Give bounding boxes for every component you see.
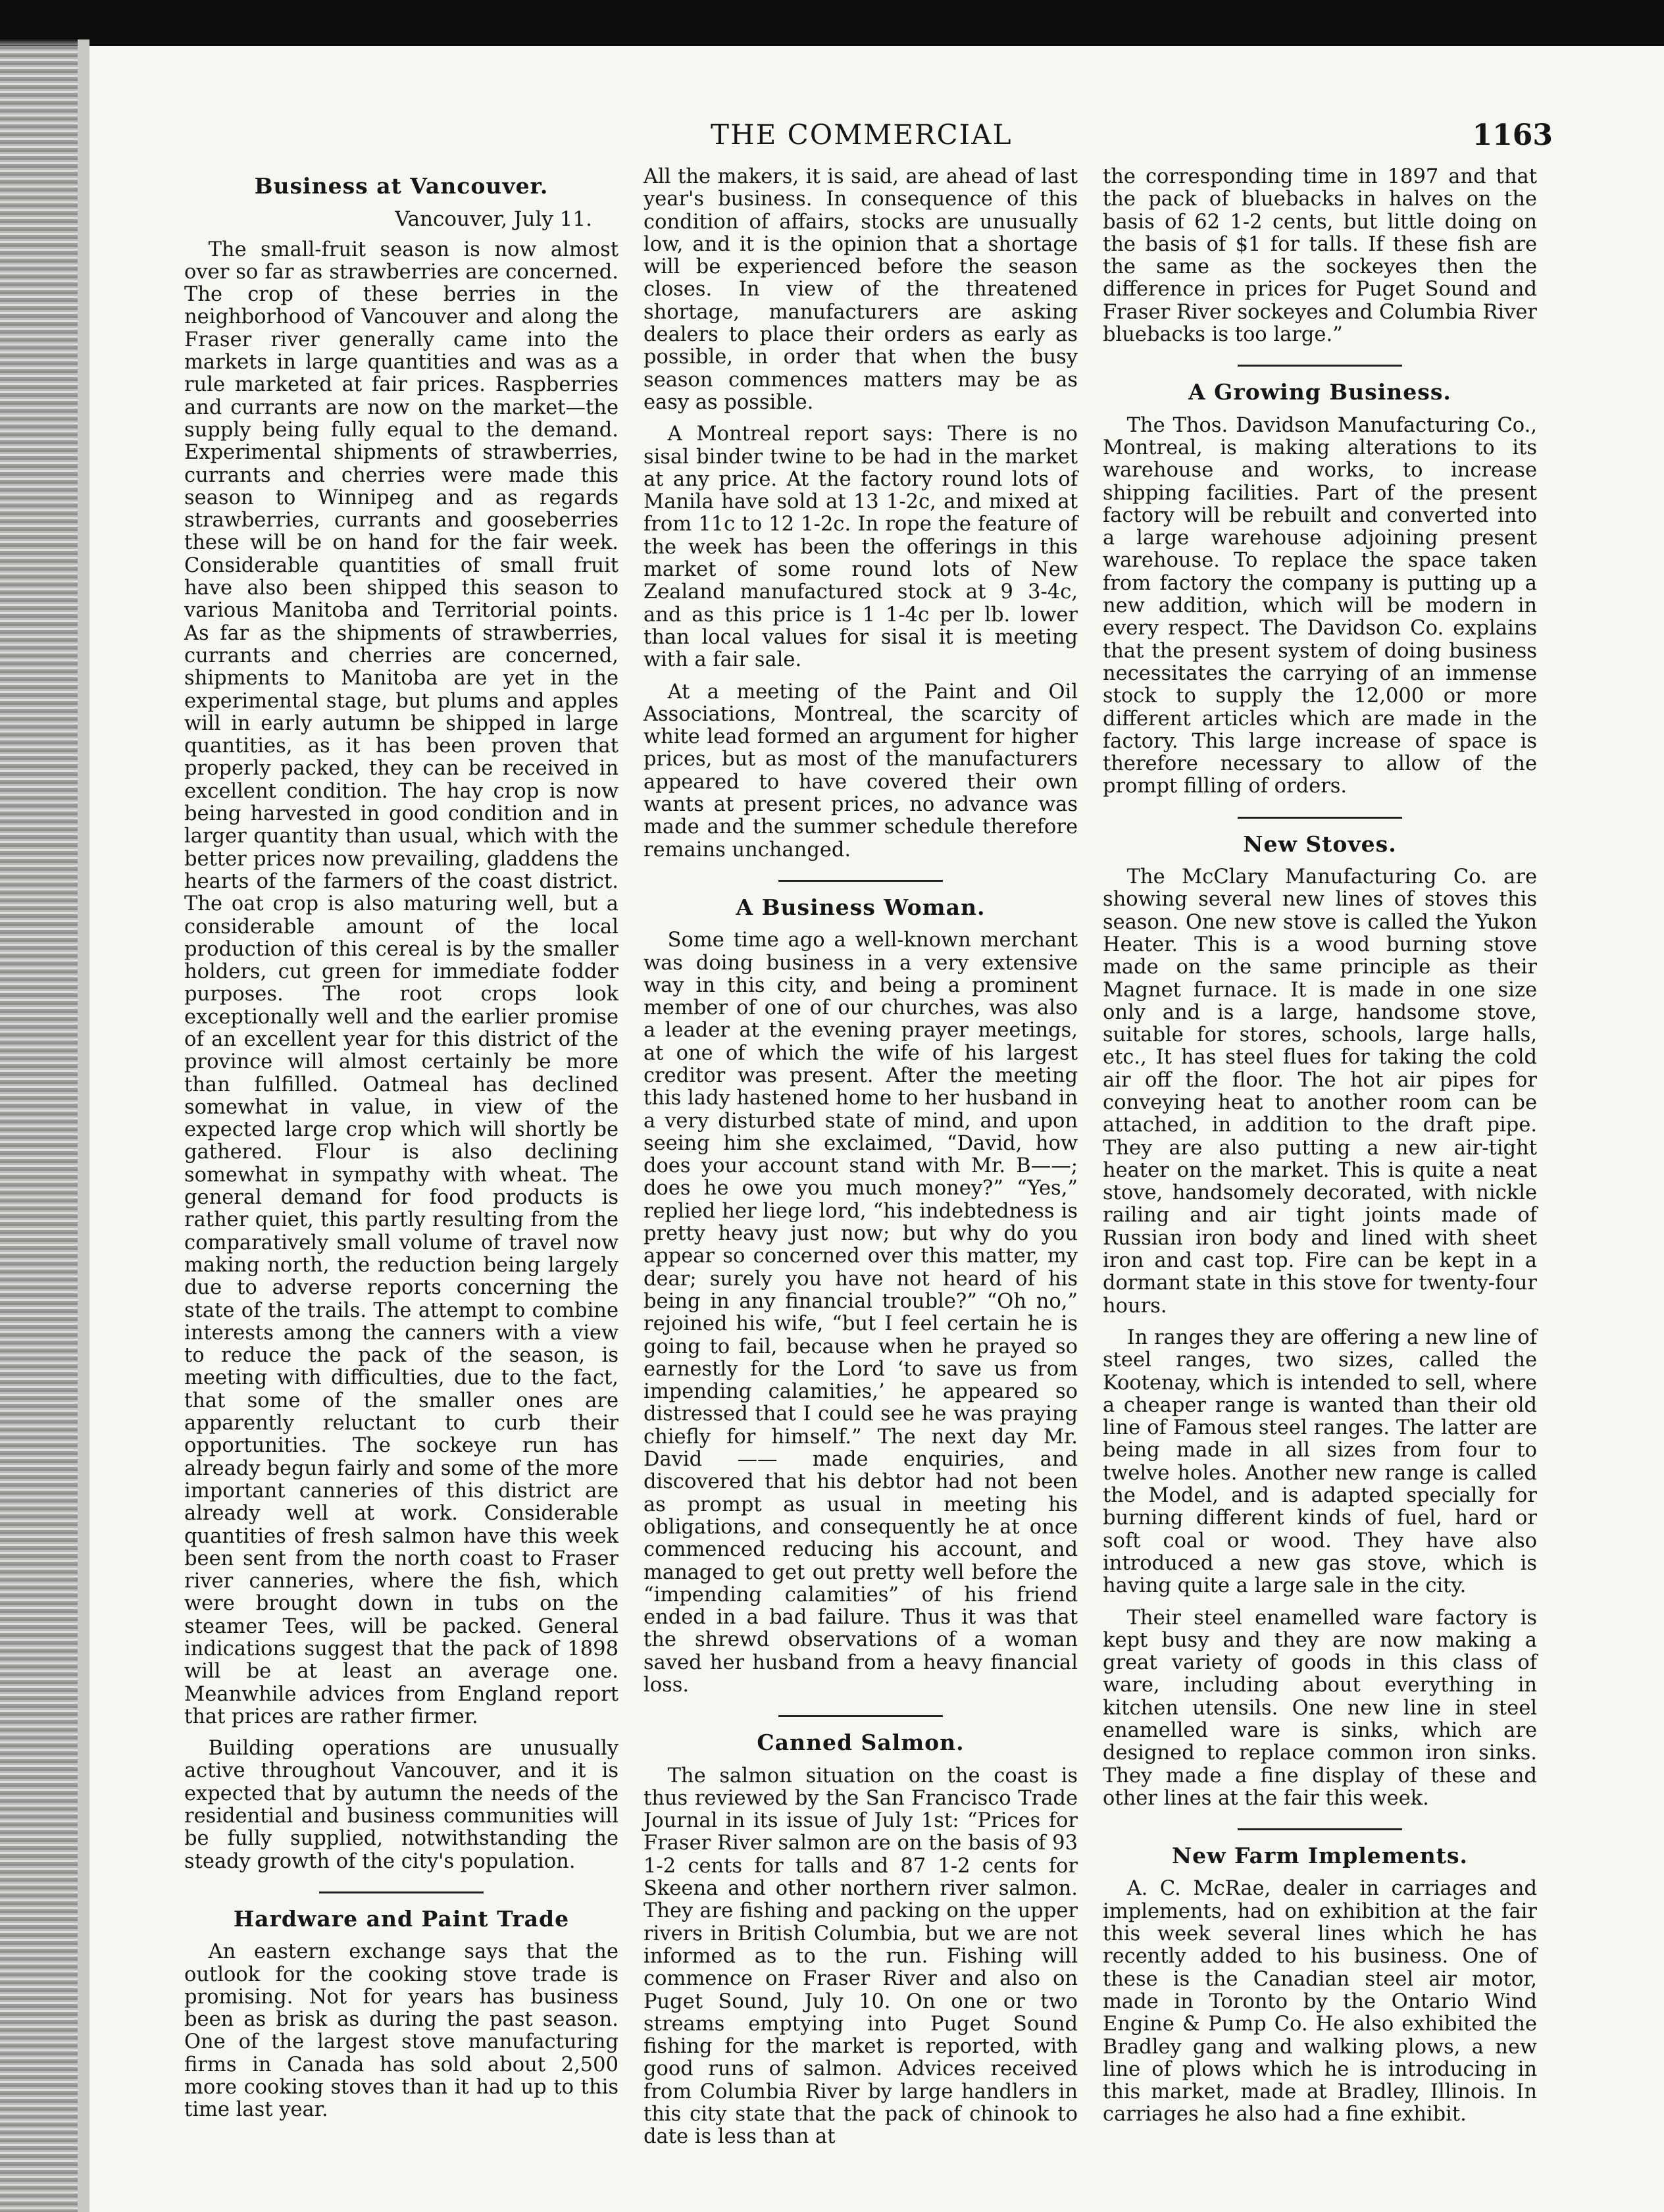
article-paragraph: the corresponding time in 1897 and that the pack of bluebacks in halves on the basis of 62 1-2 cents, but little doing on the basis of $1 for talls. If these fish are the same as the sockeyes then the difference in prices for Puget Sound and Fraser River sockeyes and Columbia River bluebacks is too large.” <box>1103 165 1537 347</box>
headline-new-farm-implements: New Farm Implements. <box>1171 1843 1469 1869</box>
headline-business-at-vancouver: Business at Vancouver. <box>254 173 549 199</box>
article-paragraph: Their steel enamelled ware factory is kept busy and they are now making a great variety of goods in this class of ware, including about everything in kitchen utensils. One new line in steel enamelled ware is sinks, which are designed to replace common iron sinks. They made a fine display of these and other lines at the fair this week. <box>1103 1606 1537 1810</box>
column-1 <box>184 166 618 2131</box>
headline-canned-salmon: Canned Salmon. <box>757 1730 965 1756</box>
article-paragraph: The McClary Manufacturing Co. are showing several new lines of stoves this season. One new stove is called the Yukon Heater. This is a wood burning stove made on the same principle as their Magnet furnace. It is made in one size only and is a large, handsome stove, suitable for stores, schools, large halls, etc., It has steel flues for taking the cold air off the floor. The hot air pipes for conveying heat to another room can be attached, in addition to the draft pipe. They are also putting a new air-tight heater on the market. This is quite a neat stove, handsomely decorated, with nickle railing and air tight joints made of Russian iron body and lined with sheet iron and cast top. Fire can be kept in a dormant state in this stove for twenty-four hours. <box>1103 865 1537 1318</box>
article-paragraph: Some time ago a well-known merchant was doing business in a very extensive way in this city, and being a prominent member of one of our churches, was also a leader at the evening prayer meetings, at one of which the wife of his largest creditor was present. After the meeting this lady hastened home to her husband in a very disturbed state of mind, and upon seeing him she exclaimed, “David, how does your account stand with Mr. B——; does he owe you much money?” “Yes,” replied her liege lord, “his indebtedness is pretty heavy just now; but why do you appear so concerned over this matter, my dear; surely you have not heard of his being in any financial trouble?” “Oh no,” rejoined his wife, “but I feel certain he is going to fail, because when he prayed so earnestly for the Lord ‘to save us from impending calamities,’ he appeared so distressed that I could see he was praying chiefly for himself.” The next day Mr. David —— made enquiries, and discovered that his debtor had not been as prompt as usual in meeting his obligations, and consequently he at once commenced reducing his account, and managed to get out pretty well before the “impending calamities” of his friend ended in a bad failure. Thus it was that the shrewd observations of a woman saved her husband from a heavy financial loss. <box>643 929 1078 1697</box>
section-divider <box>778 1715 944 1717</box>
headline-hardware-and-paint-trade: Hardware and Paint Trade <box>233 1905 570 1932</box>
section-divider <box>1238 1828 1403 1830</box>
article-paragraph: In ranges they are offering a new line of steel ranges, two sizes, called the Kootenay, which is intended to sell, where a cheaper range is wanted than their old line of Famous steel ranges. The latter are being made in all sizes from four to twelve holes. Another new range is called the Model, and is adapted specially for burning different kinds of fuel, hard or soft coal or wood. They have also introduced a new gas stove, which is having quite a large sale in the city. <box>1103 1325 1537 1598</box>
section-divider <box>778 880 944 882</box>
page-header <box>99 118 1566 165</box>
article-paragraph: The salmon situation on the coast is thus reviewed by the San Francisco Trade Journal in its issue of July 1st: “Prices for Fraser River salmon are on the basis of 93 1-2 cents for talls and 87 1-2 cents for Skeena and other northern river salmon. They are fishing and packing on the upper rivers in British Columbia, but we are not informed as to the run. Fishing will commence on Fraser River and also on Puget Sound, July 10. On one or two streams emptying into Puget Sound fishing for the market is reported, with good runs of salmon. Advices received from Columbia River by large handlers in this city state that the pack of chinook to date is less than at <box>643 1764 1078 2149</box>
article-paragraph: All the makers, it is said, are ahead of last year's business. In consequence of this condition of affairs, stocks are unusually low, and it is the opinion that a shortage will be experienced before the season closes. In view of the threatened shortage, manufacturers are asking dealers to place their orders as early as possible, in order that when the busy season commences matters may be as easy as possible. <box>643 165 1078 414</box>
headline-a-business-woman: A Business Woman. <box>736 894 986 920</box>
column-3 <box>1103 166 1537 2136</box>
column-2 <box>643 166 1078 2158</box>
article-paragraph: Building operations are unusually active throughout Vancouver, and it is expected that by autumn the needs of the residential and business communities will be fully supplied, notwithstanding the steady growth of the city's population. <box>184 1737 618 1873</box>
article-paragraph: A. C. McRae, dealer in carriages and implements, had on exhibition at the fair this week several lines which he has recently added to his business. One of these is the Canadian steel air motor, made in Toronto by the Ontario Wind Engine & Pump Co. He also exhibited the Bradley gang and walking plows, a new line of plows which he is introducing in this market, made at Bradley, Illinois. In carriages he also had a fine exhibit. <box>1103 1877 1537 2126</box>
article-paragraph: At a meeting of the Paint and Oil Associations, Montreal, the scarcity of white lead formed an argument for higher prices, but as most of the manufacturers appeared to have covered their own wants at present prices, no advance was made and the summer schedule therefore remains unchanged. <box>643 680 1078 862</box>
headline-a-growing-business: A Growing Business. <box>1188 379 1451 405</box>
scan-binding-edge <box>0 39 79 2212</box>
scan-page-margin <box>78 39 89 2212</box>
article-paragraph: A Montreal report says: There is no sisal binder twine to be had in the market at any price. At the factory round lots of Manila have sold at 13 1-2c, and mixed at from 11c to 12 1-2c. In rope the feature of the week has been the offerings in this market of some round lots of New Zealand manufactured stock at 9 3-4c, and as this price is 1 1-4c per lb. lower than local values for sisal it is meeting with a fair sale. <box>643 423 1078 672</box>
article-paragraph: The Thos. Davidson Manufacturing Co., Montreal, is making alterations to its warehouse and works, to increase shipping facilities. Part of the present factory will be rebuilt and converted into a large warehouse adjoining present warehouse. To replace the space taken from factory the company is putting up a new addition, which will be modern in every respect. The Davidson Co. explains that the present system of doing business necessitates the carrying of an immense stock to supply the 12,000 or more different articles which are made in the factory. This large increase of space is therefore necessary to allow of the prompt filling of orders. <box>1103 413 1537 798</box>
article-paragraph: The small-fruit season is now almost over so far as strawberries are concerned. The crop of these berries in the neighborhood of Vancouver and along the Fraser river generally came into the markets in large quantities and was as a rule marketed at fair prices. Raspberries and currants are now on the market—the supply being fully equal to the demand. Experimental shipments of strawberries, currants and cherries were made this season to Winnipeg and as regards strawberries, currants and gooseberries these will be on hand for the fair week. Considerable quantities of small fruit have also been shipped this season to various Manitoba and Territorial points. As far as the shipments of strawberries, currants and cherries are concerned, shipments to Manitoba are yet in the experimental stage, but plums and apples will in early autumn be shipped in large quantities, as it has been proven that properly packed, they can be received in excellent condition. The hay crop is now being harvested in good condition and in larger quantity than usual, which with the better prices now prevailing, gladdens the hearts of the farmers of the coast district. The oat crop is also maturing well, but a considerable amount of the local production of this cereal is by the smaller holders, cut green for immediate fodder purposes. The root crops look exceptionally well and the earlier promise of an excellent year for this district of the province will almost certainly be more than fulfilled. Oatmeal has declined somewhat in value, in view of the expected large crop which will shortly be gathered. Flour is also declining somewhat in sympathy with wheat. The general demand for food products is rather quiet, this partly resulting from the comparatively small volume of travel now making north, the reduction being largely due to adverse reports concerning the state of the trails. The attempt to combine interests among the canners with a view to reduce the pack of the season, is meeting with difficulties, due to the fact, that some of the smaller ones are apparently reluctant to curb their opportunities. The sockeye run has already begun fairly and some of the more important canneries of this district are already well at work. Considerable quantities of fresh salmon have this week been sent from the north coast to Fraser river canneries, where the fish, which were brought down in tubs on the steamer Tees, will be packed. General indications suggest that the pack of 1898 will be at least an average one. Meanwhile advices from England report that prices are rather firmer. <box>184 238 618 1728</box>
section-divider <box>319 1891 484 1893</box>
section-divider <box>1238 365 1403 367</box>
headline-new-stoves: New Stoves. <box>1243 831 1397 857</box>
section-divider <box>1238 817 1403 819</box>
scan-top-border <box>0 0 1664 46</box>
article-paragraph: An eastern exchange says that the outlook for the cooking stove trade is promising. Not for years has business been as brisk as during the past season. One of the largest stove manufacturing firms in Canada has sold about 2,500 more cooking stoves than it had up to this time last year. <box>184 1940 618 2122</box>
page-number: 1163 <box>1472 118 1553 152</box>
dateline: Vancouver, July 11. <box>395 207 592 232</box>
publication-title: THE COMMERCIAL <box>711 118 1013 151</box>
